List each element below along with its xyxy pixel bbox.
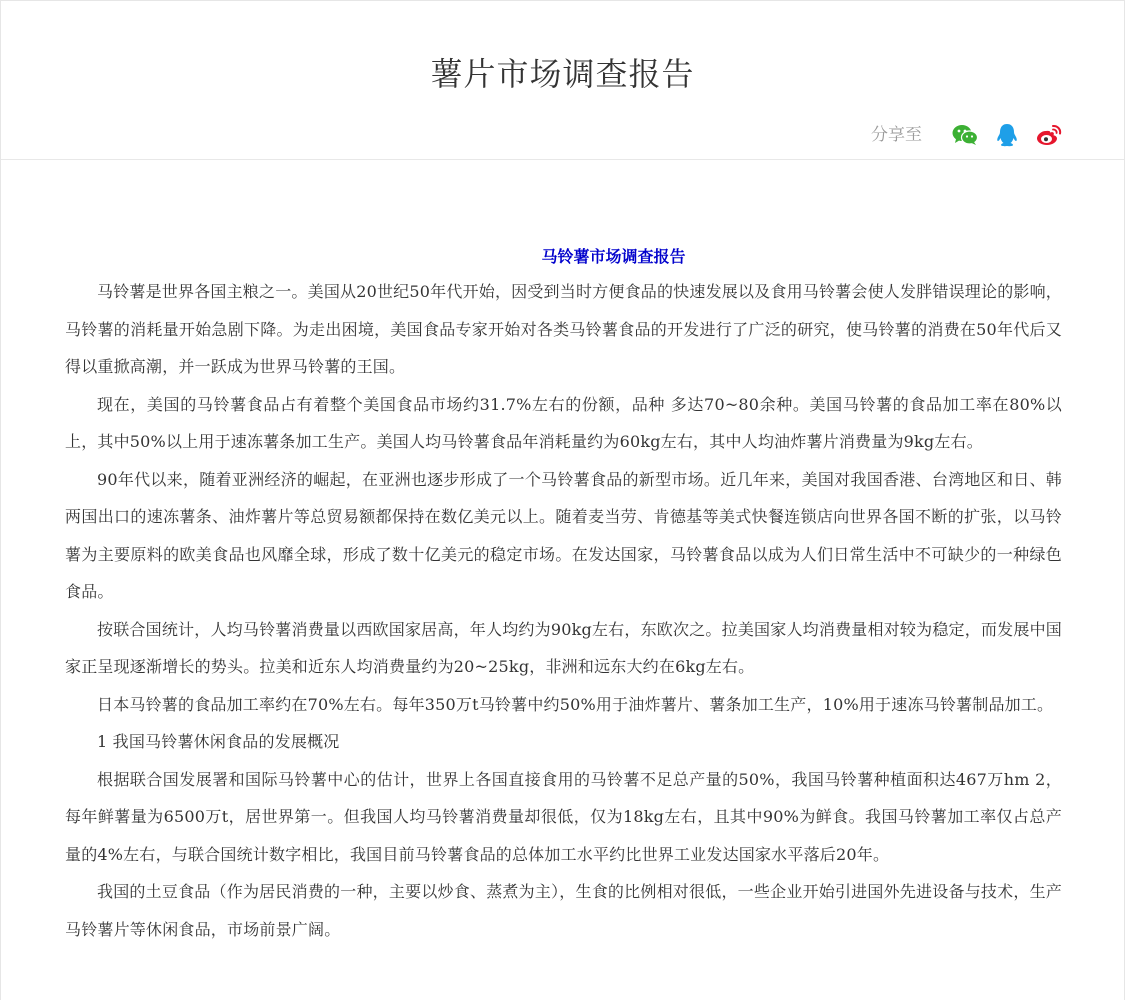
paragraph: 根据联合国发展署和国际马铃薯中心的估计，世界上各国直接食用的马铃薯不足总产量的50%，我国马铃薯种植面积达467万hm 2，每年鲜薯量为6500万t，居世界第一。但我国人均马铃薯消费量却很低，仅为18kg左右，且其中90%为鲜食。我国马铃薯加工率仅占总产量的4%左右，与联合国统计数字相比，我国目前马铃薯食品的总体加工水平约比世界工业发达国家水平落后20年。 xyxy=(65,769,1062,864)
share-label: 分享至 xyxy=(871,125,922,145)
page-title: 薯片市场调查报告 xyxy=(430,55,695,93)
paragraph: 马铃薯是世界各国主粮之一。美国从20世纪50年代开始，因受到当时方便食品的快速发展以及食用马铃薯会使人发胖错误理论的影响，马铃薯的消耗量开始急剧下降。为走出困境，美国食品专家开始对各类马铃薯食品的开发进行了广泛的研究，使马铃薯的消费在50年代后又得以重掀高潮，并一跃成为世界马铃薯的王国。 xyxy=(65,282,1062,376)
paragraph: 现在，美国的马铃薯食品占有着整个美国食品市场约31.7%左右的份额，品种 多达70~80余种。美国马铃薯的食品加工率在80%以上，其中50%以上用于速冻薯条加工生产。美国人均马铃薯食品年消耗量约为60kg左右，其中人均油炸薯片消费量为9kg左右。 xyxy=(65,394,1062,451)
qq-icon[interactable] xyxy=(994,122,1020,148)
paragraph: 按联合国统计，人均马铃薯消费量以西欧国家居高，年人均约为90kg左右，东欧次之。拉美国家人均消费量相对较为稳定，而发展中国家正呈现逐渐增长的势头。拉美和近东人均消费量约为20~25kg，非洲和远东大约在6kg左右。 xyxy=(65,619,1062,676)
wechat-icon[interactable] xyxy=(952,122,978,148)
paragraph: 日本马铃薯的食品加工率约在70%左右。每年350万t马铃薯中约50%用于油炸薯片、薯条加工生产，10%用于速冻马铃薯制品加工。 xyxy=(97,694,1054,714)
share-bar xyxy=(871,121,1062,149)
paragraph: 90年代以来，随着亚洲经济的崛起，在亚洲也逐步形成了一个马铃薯食品的新型市场。近几年来，美国对我国香港、台湾地区和日、韩两国出口的速冻薯条、油炸薯片等总贸易额都保持在数亿美元以上。随着麦当劳、肯德基等美式快餐连锁店向世界各国不断的扩张，以马铃薯为主要原料的欧美食品也风靡全球，形成了数十亿美元的稳定市场。在发达国家，马铃薯食品以成为人们日常生活中不可缺少的一种绿色食品。 xyxy=(65,469,1062,601)
header xyxy=(1,1,1124,160)
weibo-icon[interactable] xyxy=(1036,122,1062,148)
article-body xyxy=(65,241,1062,948)
section-heading: 1 我国马铃薯休闲食品的发展概况 xyxy=(97,732,340,751)
article-heading: 马铃薯市场调查报告 xyxy=(541,247,686,266)
paragraph: 我国的土豆食品（作为居民消费的一种，主要以炒食、蒸煮为主），生食的比例相对很低，一些企业开始引进国外先进设备与技术，生产马铃薯片等休闲食品，市场前景广阔。 xyxy=(65,882,1062,939)
